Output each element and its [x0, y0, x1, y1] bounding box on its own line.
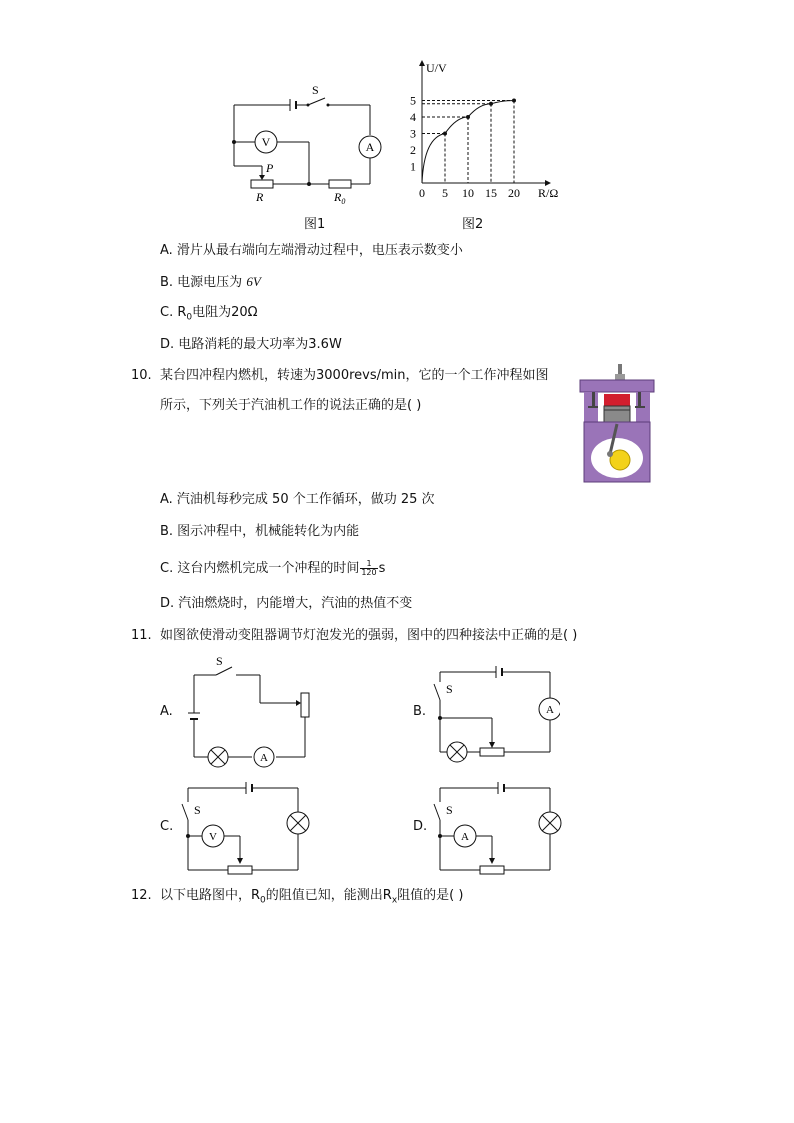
q9-option-c[interactable]: C. $R_0$电阻为20Ω [160, 305, 258, 323]
svg-text:S: S [446, 803, 453, 817]
rheostat-body [301, 693, 309, 717]
q9-option-d[interactable]: D. 电路消耗的最大功率为3.6W [160, 337, 342, 352]
svg-text:A: A [546, 704, 554, 716]
chart-x-tick-label: 20 [508, 186, 520, 200]
rheostat-label: R [256, 190, 264, 204]
chart-data-point [489, 102, 493, 106]
chart-y-arrow [419, 60, 425, 66]
svg-text:S: S [194, 803, 201, 817]
chart-data-point [466, 115, 470, 119]
junction-dot [232, 140, 236, 144]
q10-option-a[interactable]: A. 汽油机每秒完成 50 个工作循环，做功 25 次 [160, 492, 435, 507]
slider-label: P [266, 161, 274, 175]
figure2-caption: 图2 [462, 217, 484, 232]
q11-circuit-d [432, 778, 562, 878]
q11-circuit-c [180, 778, 310, 878]
svg-text:S: S [446, 682, 453, 696]
q11-circuit-a [180, 655, 320, 770]
q11-label-d[interactable]: D. [413, 819, 428, 834]
q11-circuit-b [430, 660, 560, 770]
svg-text:V: V [209, 831, 217, 843]
svg-text:A: A [461, 831, 469, 843]
chart-data-point [443, 132, 447, 136]
q9-option-a[interactable]: A. 滑片从最右端向左端滑动过程中，电压表示数变小 [160, 243, 463, 258]
chart-x-axis-label: R/Ω [538, 186, 559, 200]
fraction: $\frac{1}{120}$ [361, 559, 377, 577]
rheostat-body [480, 748, 504, 756]
chart-x-tick-label: 15 [485, 186, 497, 200]
switch-label: S [312, 83, 319, 97]
junction-dot [307, 182, 311, 186]
q12-stem: 以下电路图中，$R_0$的阻值已知，能测出$R_x$阻值的是( ) [160, 888, 464, 906]
rheostat-body [251, 180, 273, 188]
q10-stem-line1: 某台四冲程内燃机，转速为3000revs/min，它的一个工作冲程如图 [160, 368, 549, 383]
chart-y-tick-label: 3 [410, 126, 416, 141]
slider-arrow-head [259, 175, 265, 180]
r0-resistor [329, 180, 351, 188]
ammeter-label: A [365, 140, 375, 154]
q10-option-d[interactable]: D. 汽油燃烧时，内能增大，汽油的热值不变 [160, 596, 413, 611]
chart-data-point [512, 99, 516, 103]
chart-y-tick-label: 2 [410, 143, 416, 157]
q11-stem: 如图欲使滑动变阻器调节灯泡发光的强弱，图中的四种接法中正确的是( ) [160, 628, 578, 643]
q9-chart-figure2 [400, 58, 570, 206]
chart-y-axis-label: U/V [426, 61, 447, 75]
r0-label: $R_0$ [334, 190, 346, 206]
chart-y-tick-label: 4 [410, 110, 416, 124]
rheostat-body [480, 866, 504, 874]
chart-y-tick-label: 1 [410, 159, 416, 174]
q11-label-b[interactable]: B. [413, 704, 427, 719]
q11-label-a[interactable]: A. [160, 704, 173, 719]
svg-text:A: A [260, 752, 268, 764]
q10-option-c[interactable]: C. 这台内燃机完成一个冲程的时间 $\frac{1}{120}$ s [160, 559, 386, 577]
voltmeter-label: V [261, 135, 271, 149]
q10-number: 10. [131, 368, 152, 383]
q11-number: 11. [131, 628, 152, 643]
rheostat-body [228, 866, 252, 874]
q12-number: 12. [131, 888, 152, 903]
q11-label-c[interactable]: C. [160, 819, 174, 834]
chart-x-tick-label: 5 [442, 186, 448, 200]
q10-option-b[interactable]: B. 图示冲程中，机械能转化为内能 [160, 524, 360, 539]
chart-y-tick-label: 5 [410, 93, 416, 108]
q9-option-b[interactable]: B. 电源电压为 6V [160, 274, 261, 290]
chart-x-tick-label: 10 [462, 186, 474, 200]
q10-stem-line2: 所示，下列关于汽油机工作的说法正确的是( ) [160, 398, 422, 413]
engine-stroke-illustration [578, 362, 656, 484]
svg-text:S: S [216, 655, 223, 668]
figure1-caption: 图1 [304, 217, 326, 232]
chart-x-tick-label: 0 [419, 186, 425, 200]
chart-series-line [422, 101, 514, 184]
q9-circuit-figure1 [220, 80, 395, 210]
switch-blade [308, 98, 325, 105]
